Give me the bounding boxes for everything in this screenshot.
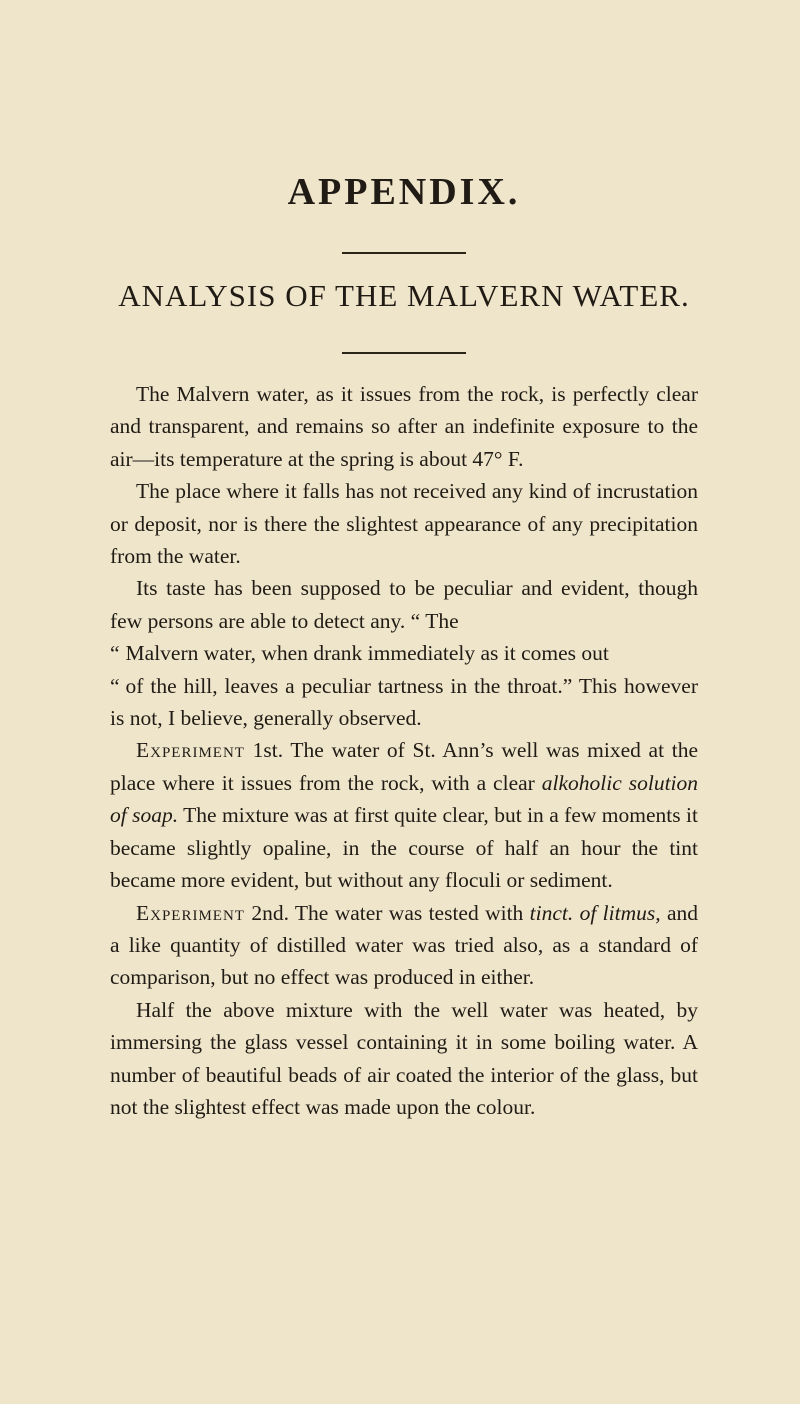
title-rule xyxy=(342,252,466,254)
body-text xyxy=(110,378,698,1123)
paragraph-5-part-a: The water was tested with xyxy=(294,900,524,925)
experiment-ordinal: 1st. xyxy=(252,738,284,763)
paragraph-5 xyxy=(110,897,698,994)
paragraph-4-part-b: The mixture was at first quite clear, but in a few moments it became slightly opaline, in the course of half an hour the tint became more evident, but without any floculi or sediment. xyxy=(110,803,698,893)
section-rule xyxy=(342,352,466,354)
paragraph-2: The place where it falls has not received any kind of incrustation or deposit, nor is there the slightest appearance of any precipitation from the water. xyxy=(110,479,698,569)
experiment-label: Experiment xyxy=(136,738,245,763)
experiment-label: Experiment xyxy=(136,900,245,925)
paragraph-4 xyxy=(110,734,698,896)
quote-mark: “ xyxy=(110,673,120,698)
paragraph-1: The Malvern water, as it issues from the rock, is perfectly clear and transparent, and remains so after an indefinite exposure to the air—its temperature at the spring is about 47° F. xyxy=(110,382,698,471)
paragraph-3-part-c: of the hill, leaves a peculiar tartness in the throat.” This however is not, I believe, generally observed. xyxy=(110,673,698,731)
paragraph-3 xyxy=(110,572,698,734)
paragraph-6: Half the above mixture with the well water was heated, by immersing the glass vessel containing it in some boiling water. A number of beautiful beads of air coated the interior of the glass, but not the slightest effect was made upon the colour. xyxy=(110,997,698,1119)
experiment-ordinal: 2nd. xyxy=(251,900,289,925)
italic-phrase: alkoholic solution of soap. xyxy=(110,770,699,828)
page-title: APPENDIX. xyxy=(287,171,521,213)
paragraph-5-part-b: and a like quantity of distilled water was tried also, as a standard of comparison, but no effect was produced in either. xyxy=(110,900,699,990)
section-title: ANALYSIS OF THE MALVERN WATER. xyxy=(118,278,690,313)
paragraph-3-part-a: Its taste has been supposed to be peculiar and evident, though few persons are able to detect any. “ The xyxy=(110,576,698,633)
paragraph-4-part-a: The water of St. Ann’s well was mixed at the place where it issues from the rock, with a clear xyxy=(110,738,698,795)
quote-mark: “ xyxy=(110,641,120,666)
italic-phrase: tinct. of litmus, xyxy=(529,900,661,925)
paragraph-3-part-b: Malvern water, when drank immediately as it comes out xyxy=(125,641,609,666)
